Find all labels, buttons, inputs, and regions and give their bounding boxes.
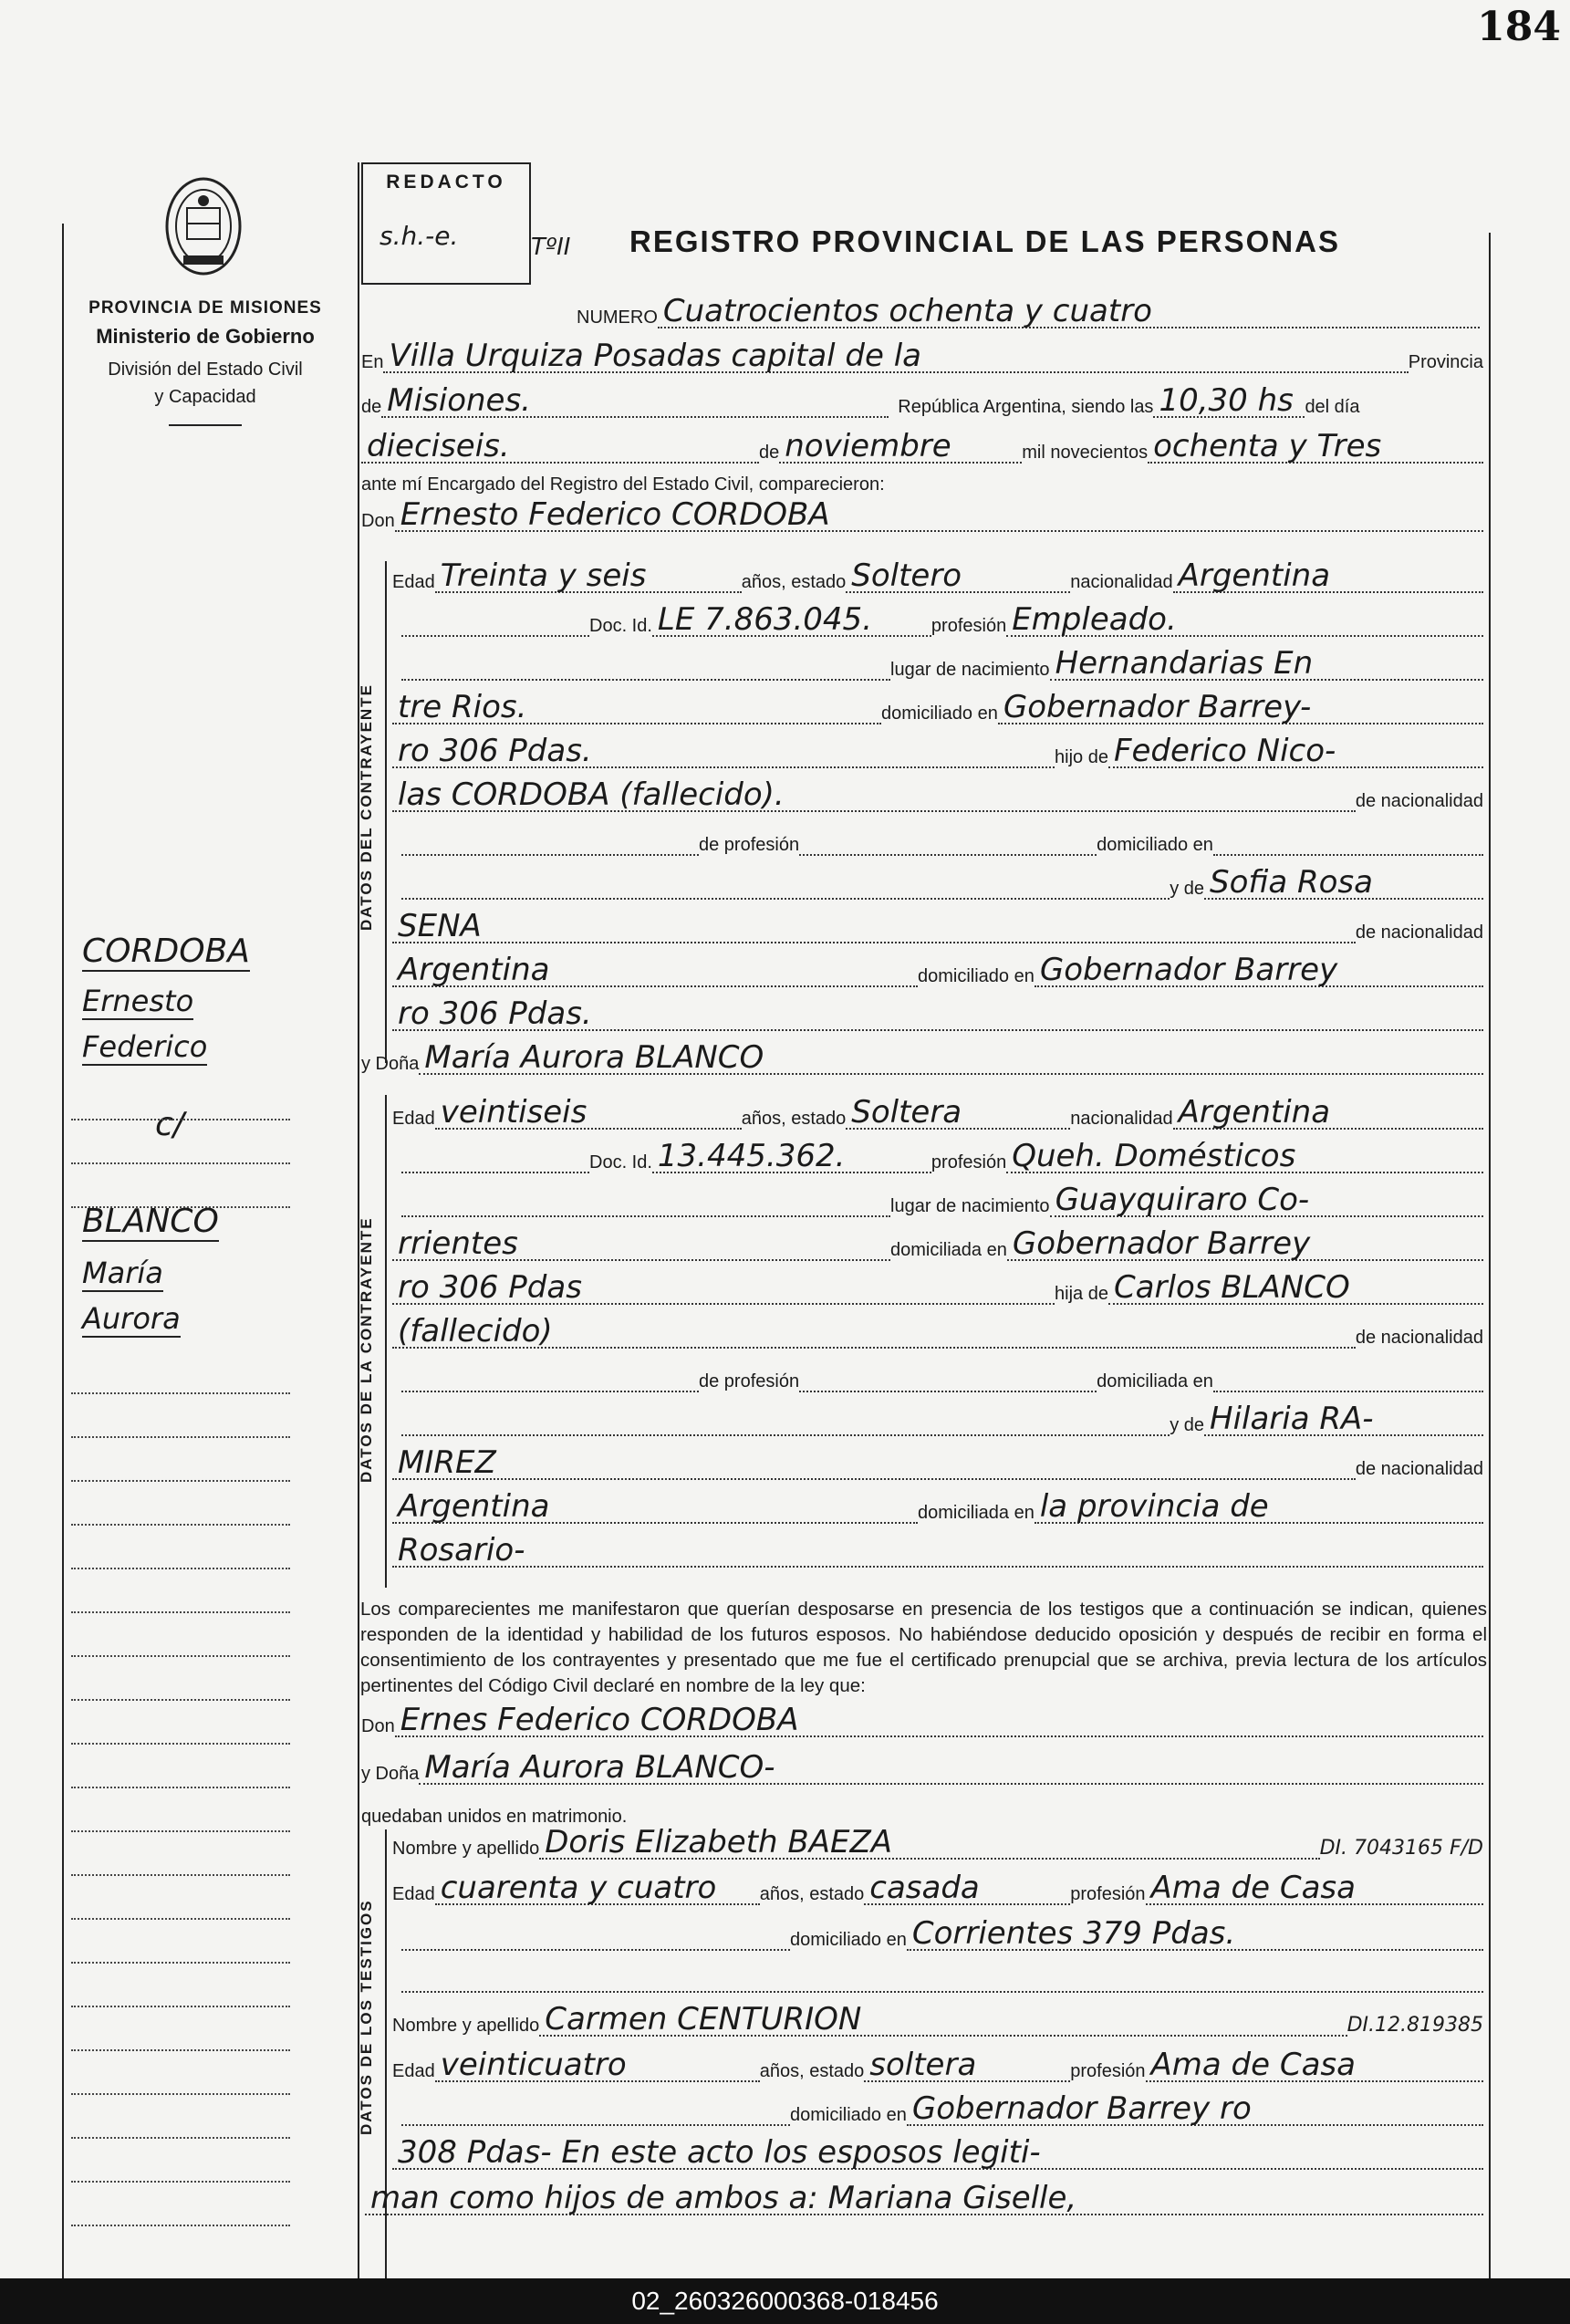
- legitimation-note: man como hijos de ambos a: Mariana Giselle,: [370, 2180, 1077, 2216]
- domiciliada-en-label: domiciliada en: [1097, 1371, 1213, 1391]
- groom-birthplace-2: tre Rios.: [398, 689, 527, 725]
- witness1-doc: DI. 7043165 F/D: [1319, 1837, 1483, 1860]
- anio-value: ochenta y Tres: [1153, 428, 1382, 464]
- profesion-label: profesión: [931, 616, 1007, 636]
- bride-father-2: (fallecido): [398, 1313, 553, 1350]
- witness2-doc: DI.12.819385: [1346, 2014, 1483, 2037]
- decl-dona-label: y Doña: [361, 1764, 420, 1784]
- groom-father: Federico Nico-: [1113, 733, 1336, 769]
- groom-age: Treinta y seis: [440, 558, 647, 594]
- margin-name-4: Aurora: [82, 1301, 181, 1336]
- groom-address: Gobernador Barrey-: [1003, 689, 1312, 725]
- w-edad-label-2: Edad: [392, 2061, 435, 2081]
- dia-value: dieciseis.: [367, 428, 510, 464]
- groom-status: Soltero: [851, 558, 962, 594]
- w-profesion-label-2: profesión: [1070, 2061, 1146, 2081]
- bride-status: Soltera: [851, 1094, 962, 1131]
- margin-surname-1: CORDOBA: [82, 933, 250, 970]
- groom-address-2: ro 306 Pdas.: [398, 733, 592, 769]
- w-edad-label: Edad: [392, 1884, 435, 1904]
- margin-lines-2: [71, 1350, 290, 2226]
- footer-id: 02_260326000368-018456: [0, 2278, 1570, 2324]
- page-number: 184: [1477, 4, 1561, 50]
- don-value: Ernesto Federico CORDOBA: [400, 496, 830, 533]
- numero-value: Cuatrocientos ochenta y cuatro: [662, 293, 1152, 329]
- w-domicilio-label: domiciliado en: [790, 1930, 907, 1950]
- bride-mother-address-2: Rosario-: [398, 1532, 525, 1568]
- domicilio-label-b: domiciliada en: [890, 1240, 1007, 1260]
- bride-age: veintiseis: [440, 1094, 587, 1131]
- de-profesion-label-b: de profesión: [699, 1371, 800, 1391]
- edad-label-b: Edad: [392, 1109, 435, 1129]
- margin-name-3: María: [82, 1256, 163, 1290]
- witness2-address: Gobernador Barrey ro: [911, 2090, 1252, 2127]
- division-label-1: División del Estado Civil: [108, 360, 303, 380]
- margin-name-1: Ernesto: [82, 984, 194, 1018]
- groom-mother-address-2: ro 306 Pdas.: [398, 995, 592, 1032]
- don-label: Don: [361, 511, 395, 531]
- nombre-label: Nombre y apellido: [392, 1839, 540, 1859]
- de-nacionalidad-label: de nacionalidad: [1355, 791, 1483, 811]
- province-seal-icon: [160, 172, 247, 281]
- groom-nationality: Argentina: [1178, 558, 1331, 594]
- y-de-label: y de: [1170, 879, 1204, 899]
- province-label: PROVINCIA DE MISIONES: [88, 298, 322, 318]
- groom-mother-2: SENA: [398, 908, 482, 944]
- witness2-address-2: 308 Pdas- En este acto los esposos legiti-: [398, 2134, 1041, 2171]
- ministry-label: Ministerio de Gobierno: [96, 325, 315, 348]
- margin-name-2: Federico: [82, 1029, 208, 1064]
- de2-label: de: [759, 443, 780, 463]
- w-profesion-label: profesión: [1070, 1884, 1146, 1904]
- witness1-profession: Ama de Casa: [1150, 1870, 1356, 1906]
- y-dona-label: y Doña: [361, 1054, 420, 1074]
- lugar-label: lugar de nacimiento: [890, 660, 1050, 680]
- bride-name: María Aurora BLANCO: [424, 1039, 764, 1076]
- domicilio-label-2: domiciliado en: [918, 966, 1035, 986]
- witness1-status: casada: [869, 1870, 980, 1906]
- witness1-name: Doris Elizabeth BAEZA: [545, 1824, 892, 1860]
- margin-separator: c/: [155, 1106, 184, 1143]
- bride-mother: Hilaria RA-: [1210, 1401, 1374, 1437]
- bride-birthplace: Guayquiraro Co-: [1055, 1182, 1310, 1218]
- groom-section-border: [385, 561, 387, 1063]
- numero-label: NUMERO: [577, 307, 658, 328]
- page-title: REGISTRO PROVINCIAL DE LAS PERSONAS: [629, 224, 1340, 258]
- witness2-profession: Ama de Casa: [1150, 2047, 1356, 2083]
- decl-dona-value: María Aurora BLANCO-: [424, 1749, 775, 1786]
- ante-text: ante mí Encargado del Registro del Estado Civil, comparecieron:: [361, 474, 885, 495]
- en-value: Villa Urquiza Posadas capital de la: [389, 338, 921, 374]
- domiciliado-en-label: domiciliado en: [1097, 835, 1213, 855]
- w-domicilio-label-2: domiciliado en: [790, 2105, 907, 2125]
- bride-mother-nationality: Argentina: [398, 1488, 550, 1525]
- w-estado-label: años, estado: [759, 1884, 865, 1904]
- decl-don-value: Ernes Federico CORDOBA: [400, 1702, 799, 1738]
- nacionalidad-label: nacionalidad: [1070, 572, 1173, 592]
- redacto-value: s.h.-e.: [380, 221, 459, 251]
- en-label: En: [361, 352, 384, 372]
- hija-label: hija de: [1055, 1284, 1108, 1304]
- margin-surname-2: BLANCO: [82, 1203, 219, 1240]
- estado-label: años, estado: [741, 572, 847, 592]
- bride-address: Gobernador Barrey: [1012, 1225, 1311, 1262]
- groom-mother-nationality: Argentina: [398, 952, 550, 988]
- declaration-paragraph: Los comparecientes me manifestaron que querían desposarse en presencia de los testigos que a continuación se indican, quienes responden de la identidad y habilidad de los futuros esposos. No habiéndose deducido oposición y después de recibir en forma el consentimiento de los contrayentes y presentado que me fue el certificado prenupcial que se archiva, previa lectura de los artículos pertinentes del Código Civil declaré en nombre de la ley que:: [360, 1599, 1487, 1696]
- witness-section-label: DATOS DE LOS TESTIGOS: [358, 1899, 375, 2135]
- de-profesion-label: de profesión: [699, 835, 800, 855]
- bride-address-2: ro 306 Pdas: [398, 1269, 582, 1306]
- tome-value: TºII: [531, 234, 571, 261]
- bride-profession: Queh. Domésticos: [1012, 1138, 1296, 1174]
- division-label-2: y Capacidad: [154, 387, 256, 407]
- divider: [169, 424, 242, 426]
- unidos-text: quedaban unidos en matrimonio.: [361, 1807, 628, 1827]
- witness2-age: veinticuatro: [440, 2047, 627, 2083]
- bride-father: Carlos BLANCO: [1113, 1269, 1350, 1306]
- bride-section-label: DATOS DE LA CONTRAYENTE: [358, 1216, 375, 1483]
- de-value: Misiones.: [387, 382, 531, 419]
- lugar-label-b: lugar de nacimiento: [890, 1196, 1050, 1216]
- y-de-label-b: y de: [1170, 1415, 1204, 1435]
- bride-mother-2: MIREZ: [398, 1444, 496, 1481]
- nacionalidad-label-b: nacionalidad: [1070, 1109, 1173, 1129]
- de-nacionalidad-label-2: de nacionalidad: [1355, 922, 1483, 943]
- hijo-label: hijo de: [1055, 747, 1108, 767]
- de-nacionalidad-label-b2: de nacionalidad: [1355, 1459, 1483, 1479]
- groom-section-label: DATOS DEL CONTRAYENTE: [358, 683, 375, 931]
- mil-label: mil novecientos: [1022, 443, 1149, 463]
- left-border: [62, 224, 64, 2286]
- mes-value: noviembre: [785, 428, 951, 464]
- groom-mother-address: Gobernador Barrey: [1039, 952, 1338, 988]
- doc-label-b: Doc. Id.: [589, 1152, 652, 1172]
- provincia-label: Provincia: [1408, 352, 1483, 372]
- w-estado-label-2: años, estado: [759, 2061, 865, 2081]
- bride-birthplace-2: rrientes: [398, 1225, 518, 1262]
- domiciliada-en-label-2: domiciliada en: [918, 1503, 1035, 1523]
- del-dia-label: del día: [1305, 397, 1360, 417]
- edad-label: Edad: [392, 572, 435, 592]
- witness2-name: Carmen CENTURION: [545, 2001, 862, 2037]
- bride-nationality: Argentina: [1178, 1094, 1331, 1131]
- witness1-address: Corrientes 379 Pdas.: [911, 1915, 1236, 1952]
- bride-doc: 13.445.362.: [657, 1138, 846, 1174]
- witness-section-border: [385, 1829, 387, 2286]
- republica-label: República Argentina, siendo las: [898, 397, 1154, 417]
- redacto-label: REDACTO: [386, 172, 506, 193]
- estado-label-b: años, estado: [741, 1109, 847, 1129]
- redacto-box: [361, 162, 531, 285]
- witness1-age: cuarenta y cuatro: [440, 1870, 717, 1906]
- right-border: [1489, 233, 1491, 2295]
- de-nacionalidad-label-b: de nacionalidad: [1355, 1328, 1483, 1348]
- witness2-status: soltera: [869, 2047, 977, 2083]
- hora-value: 10,30 hs: [1159, 382, 1294, 419]
- bride-mother-address: la provincia de: [1039, 1488, 1269, 1525]
- groom-birthplace: Hernandarias En: [1055, 645, 1314, 682]
- margin-lines-1: [71, 1077, 290, 1208]
- de-label: de: [361, 397, 382, 417]
- domicilio-label: domiciliado en: [881, 703, 998, 724]
- profesion-label-b: profesión: [931, 1152, 1007, 1172]
- doc-label: Doc. Id.: [589, 616, 652, 636]
- bride-section-border: [385, 1095, 387, 1588]
- groom-profession: Empleado.: [1012, 601, 1177, 638]
- decl-don-label: Don: [361, 1716, 395, 1736]
- nombre-label-2: Nombre y apellido: [392, 2016, 540, 2036]
- groom-doc: LE 7.863.045.: [657, 601, 872, 638]
- groom-mother: Sofia Rosa: [1210, 864, 1373, 901]
- groom-father-2: las CORDOBA (fallecido).: [398, 776, 785, 813]
